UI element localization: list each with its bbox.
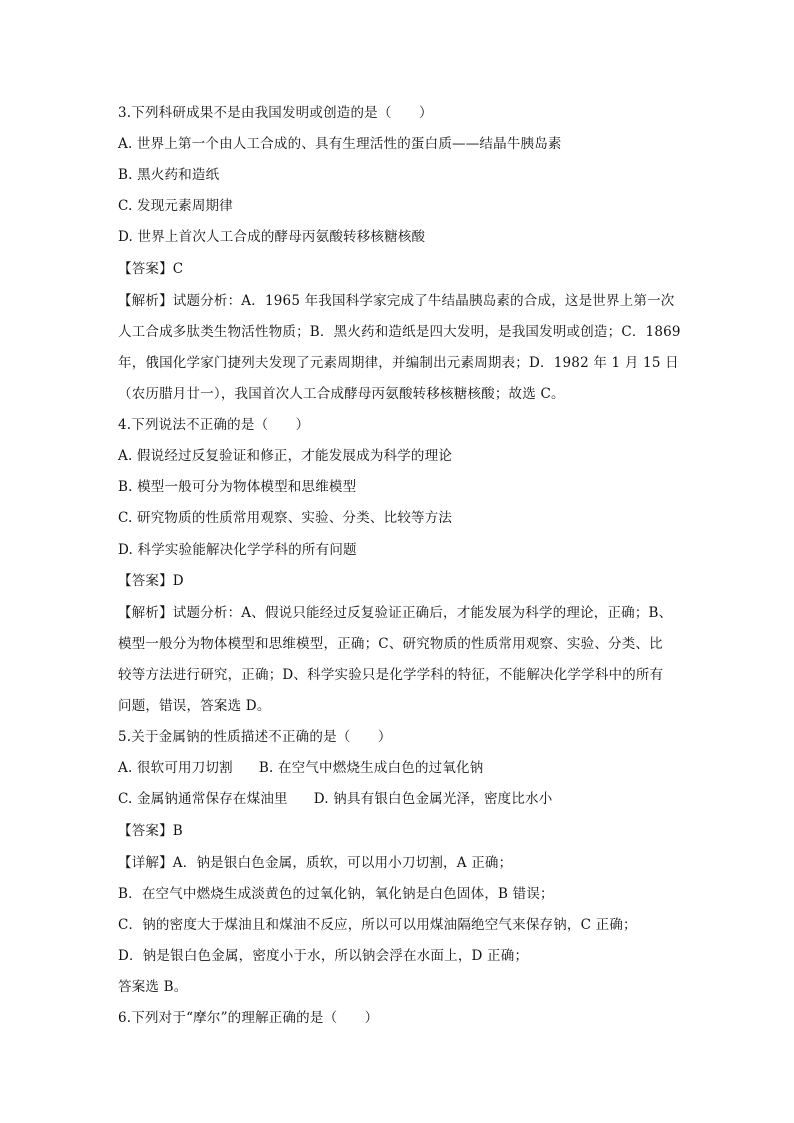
q4-option-b: B. 模型一般可分为物体模型和思维模型 <box>118 479 357 495</box>
q4-analysis-line: 较等方法进行研究，正确；D、科学实验只是化学学科的特征，不能解决化学学科中的所有 <box>118 667 664 683</box>
q3-option-a: A. 世界上第一个由人工合成的、具有生理活性的蛋白质——结晶牛胰岛素 <box>118 136 562 152</box>
q3-option-d: D. 世界上首次人工合成的酵母丙氨酸转移核糖核酸 <box>118 229 426 245</box>
q4-option-c: C. 研究物质的性质常用观察、实验、分类、比较等方法 <box>118 510 453 526</box>
q5-analysis-line: C．钠的密度大于煤油且和煤油不反应，所以可以用煤油隔绝空气来保存钠，C 正确； <box>118 917 637 933</box>
q3-analysis-line: 人工合成多肽类生物活性物质；B．黑火药和造纸是四大发明，是我国发明或创造；C．1869 <box>118 324 681 340</box>
q3-analysis-line: 年，俄国化学家门捷列夫发现了元素周期律，并编制出元素周期表；D．1982 年 1 月 15 日 <box>118 355 679 371</box>
q3-option-c: C. 发现元素周期律 <box>118 198 233 214</box>
q4-analysis-line: 问题，错误，答案选 D。 <box>118 698 271 714</box>
q5-options-row-1 <box>118 759 678 777</box>
q4-analysis-line: 【解析】试题分析：A、假说只能经过反复验证正确后，才能发展为科学的理论，正确；B、 <box>118 605 673 621</box>
q5-analysis-line: 答案选 B。 <box>118 979 188 995</box>
q5-stem: 5.关于金属钠的性质描述不正确的是（ ） <box>118 729 392 745</box>
q3-analysis-line: （农历腊月廿一），我国首次人工合成酵母丙氨酸转移核糖核酸；故选 C。 <box>118 386 565 402</box>
q4-option-a: A. 假说经过反复验证和修正，才能发展成为科学的理论 <box>118 448 453 464</box>
q5-analysis-line: D．钠是银白色金属，密度小于水，所以钠会浮在水面上，D 正确； <box>118 948 529 964</box>
q3-option-b: B. 黑火药和造纸 <box>118 167 220 183</box>
q5-option-d: D. 钠具有银白色金属光泽，密度比水小 <box>313 791 553 807</box>
q3-answer: 【答案】C <box>118 261 184 277</box>
q4-analysis-line: 模型一般分为物体模型和思维模型，正确；C、研究物质的性质常用观察、实验、分类、比 <box>118 636 663 652</box>
q5-option-a: A. 很软可用刀切割 <box>118 760 233 776</box>
q3-analysis-line: 【解析】试题分析：A．1965 年我国科学家完成了牛结晶胰岛素的合成，这是世界上第一次 <box>118 293 675 309</box>
q5-answer: 【答案】B <box>118 823 183 839</box>
q5-option-b: B. 在空气中燃烧生成白色的过氧化钠 <box>258 760 484 776</box>
q4-option-d: D. 科学实验能解决化学学科的所有问题 <box>118 542 357 558</box>
q3-stem: 3.下列科研成果不是由我国发明或创造的是（ ） <box>118 105 433 121</box>
q5-options-row-2 <box>118 790 678 808</box>
q6-stem: 6.下列对于“摩尔”的理解正确的是（ ） <box>118 1010 379 1026</box>
q5-analysis-line: 【详解】A．钠是银白色金属，质软，可以用小刀切割，A 正确； <box>118 855 513 871</box>
q4-stem: 4.下列说法不正确的是（ ） <box>118 417 310 433</box>
q4-answer: 【答案】D <box>118 573 184 589</box>
q5-analysis-line: B．在空气中燃烧生成淡黄色的过氧化钠，氧化钠是白色固体，B 错误； <box>118 886 554 902</box>
q5-option-c: C. 金属钠通常保存在煤油里 <box>118 791 288 807</box>
